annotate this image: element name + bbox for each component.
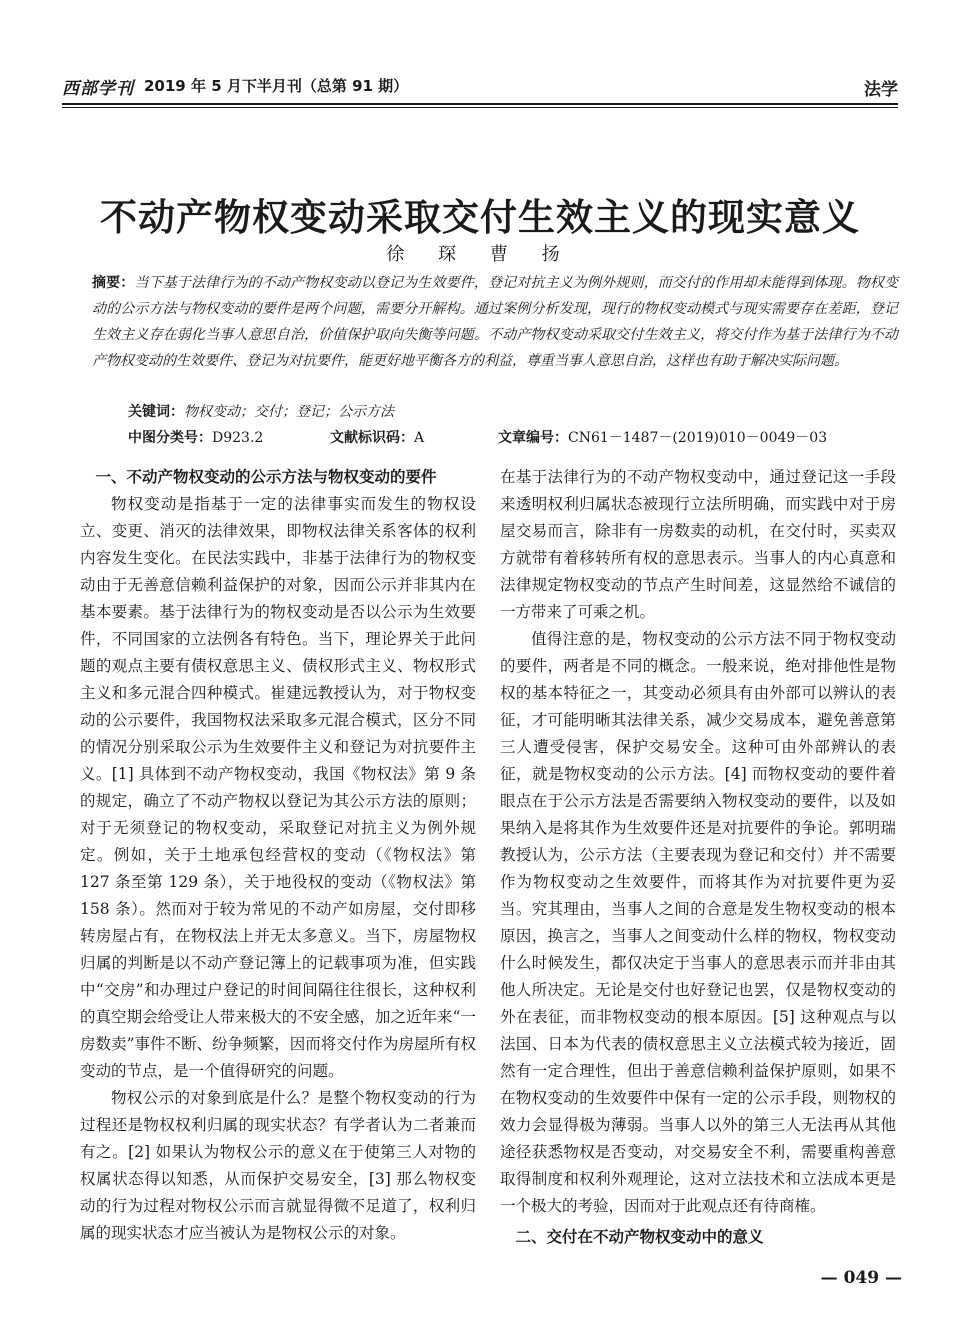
journal-logo: 西部学刊 [62,79,134,99]
article-title: 不动产物权变动采取交付生效主义的现实意义 [100,194,860,239]
header-rule [62,103,898,105]
keywords-text: 物权变动；交付；登记；公示方法 [184,404,394,420]
body-paragraph: 物权变动是指基于一定的法律事实而发生的物权设立、变更、消灭的法律效果，即物权法律关系客体的权利内容发生变化。在民法实践中，非基于法律行为的物权变动由于无善意信赖利益保护的对象，因而公示并非其内在基本要素。基于法律行为的物权变动是否以公示为生效要件，不同国家的立法例各有特色。当下，理论界关于此问题的观点主要有债权意思主义、债权形式主义、物权形式主义和多元混合四种模式。崔建远教授认为，对于物权变动的公示要件，我国物权法采取多元混合模式，区分不同的情况分别采取公示为生效要件主义和登记为对抗要件主义。[1] 具体到不动产物权变动，我国《物权法》第 9 条的规定，确立了不动产物权以登记为其公示方法的原则；对于无须登记的物权变动，采取登记对抗主义为例外规定。例如，关于土地承包经营权的变动（《物权法》第 127 条至第 129 条），关于地役权的变动（《物权法》第 158 条）。然而对于较为常见的不动产如房屋，交付即移转房屋占有，在物权法上并无太多意义。当下，房屋物权归属的判断是以不动产登记簿上的记载事项为准，但实践中“交房”和办理过户登记的时间间隔往往很长，这种权利的真空期会给受让人带来极大的不安全感，加之近年来“一房数卖”事件不断、纷争频繁，因而将交付作为房屋所有权变动的节点，是一个值得研究的问题。 [80,495,476,1080]
journal-issue: 2019 年 5 月下半月刊（总第 91 期） [144,77,409,95]
clc-number [128,427,263,447]
abstract-text: 当下基于法律行为的不动产物权变动以登记为生效要件，登记对抗主义为例外规则，而交付的作用却未能得到体现。物权变动的公示方法与物权变动的要件是两个问题，需要分开解构。通过案例分析发现，现行的物权变动模式与现实需要存在差距，登记生效主义存在弱化当事人意思自治，价值保护取向失衡等问题。不动产物权变动采取交付生效主义，将交付作为基于法律行为不动产物权变动的生效要件、登记为对抗要件，能更好地平衡各方的利益，尊重当事人意思自治，这样也有助于解决实际问题。 [92,275,899,369]
header-rule-thin [62,107,898,108]
body-paragraph: 在基于法律行为的不动产物权变动中，通过登记这一手段来透明权利归属状态被现行立法所明确，而实践中对于房屋交易而言，除非有一房数卖的动机，在交付时，买卖双方就带有着移转所有权的意思表示。当事人的内心真意和法律规定物权变动的节点产生时间差，这显然给不诚信的一方带来了可乘之机。 [500,468,896,621]
page-number: — 049 — [820,1268,902,1288]
running-header [62,74,898,104]
abstract-label: 摘要： [92,275,135,291]
keywords-label: 关键词： [128,404,184,420]
document-code [330,427,424,447]
article-no-value: CN61－1487－(2019)010－0049－03 [568,430,828,446]
keywords [128,401,394,423]
abstract [92,270,898,374]
article-authors: 徐 琛 曹 扬 [386,244,574,265]
right-column [500,464,896,1251]
doc-code-value: A [414,430,425,446]
body-paragraph: 值得注意的是，物权变动的公示方法不同于物权变动的要件，两者是不同的概念。一般来说，绝对排他性是物权的基本特征之一，其变动必须具有由外部可以辨认的表征，才可能明晰其法律关系，减少交易成本，避免善意第三人遭受侵害，保护交易安全。这种可由外部辨认的表征，就是物权变动的公示方法。[4] 而物权变动的要件着眼点在于公示方法是否需要纳入物权变动的要件，以及如果纳入是将其作为生效要件还是对抗要件的争论。郭明瑞教授认为，公示方法（主要表现为登记和交付）并不需要作为物权变动之生效要件，而将其作为对抗要件更为妥当。究其理由，当事人之间的合意是发生物权变动的根本原因，换言之，当事人之间变动什么样的物权，物权变动什么时候发生，都仅决定于当事人的意思表示而并非由其他人所决定。无论是交付也好登记也罢，仅是物权变动的外在表征，而非物权变动的根本原因。[5] 这种观点与以法国、日本为代表的债权意思主义立法模式较为接近，固然有一定合理性，但出于善意信赖利益保护原则，如果不在物权变动的生效要件中保有一定的公示手段，则物权的效力会显得极为薄弱。当事人以外的第三人无法再从其他途径获悉物权是否变动，对交易安全不利，需要重构善意取得制度和权利外观理论，这对立法技术和立法成本更是一个极大的考验，因而对于此观点还有待商榷。 [500,630,896,1215]
body-paragraph: 物权公示的对象到底是什么？是整个物权变动的行为过程还是物权权利归属的现实状态？有学者认为二者兼而有之。[2] 如果认为物权公示的意义在于使第三人对物的权属状态得以知悉，从而保护交易安全，[3] 那么物权变动的行为过程对物权公示而言就显得微不足道了，权利归属的现实状态才应当被认为是物权公示的对象。 [80,1089,476,1242]
doc-code-label: 文献标识码： [330,430,414,446]
clc-label: 中图分类号： [128,430,212,446]
section-heading-1: 一、不动产物权变动的公示方法与物权变动的要件 [95,468,437,486]
article-number [498,427,827,447]
clc-value: D923.2 [212,430,264,446]
article-no-label: 文章编号： [498,430,568,446]
section-heading-2: 二、交付在不动产物权变动中的意义 [515,1228,764,1246]
left-column [80,464,476,1247]
section-label: 法学 [864,80,898,100]
article-meta [128,427,898,449]
